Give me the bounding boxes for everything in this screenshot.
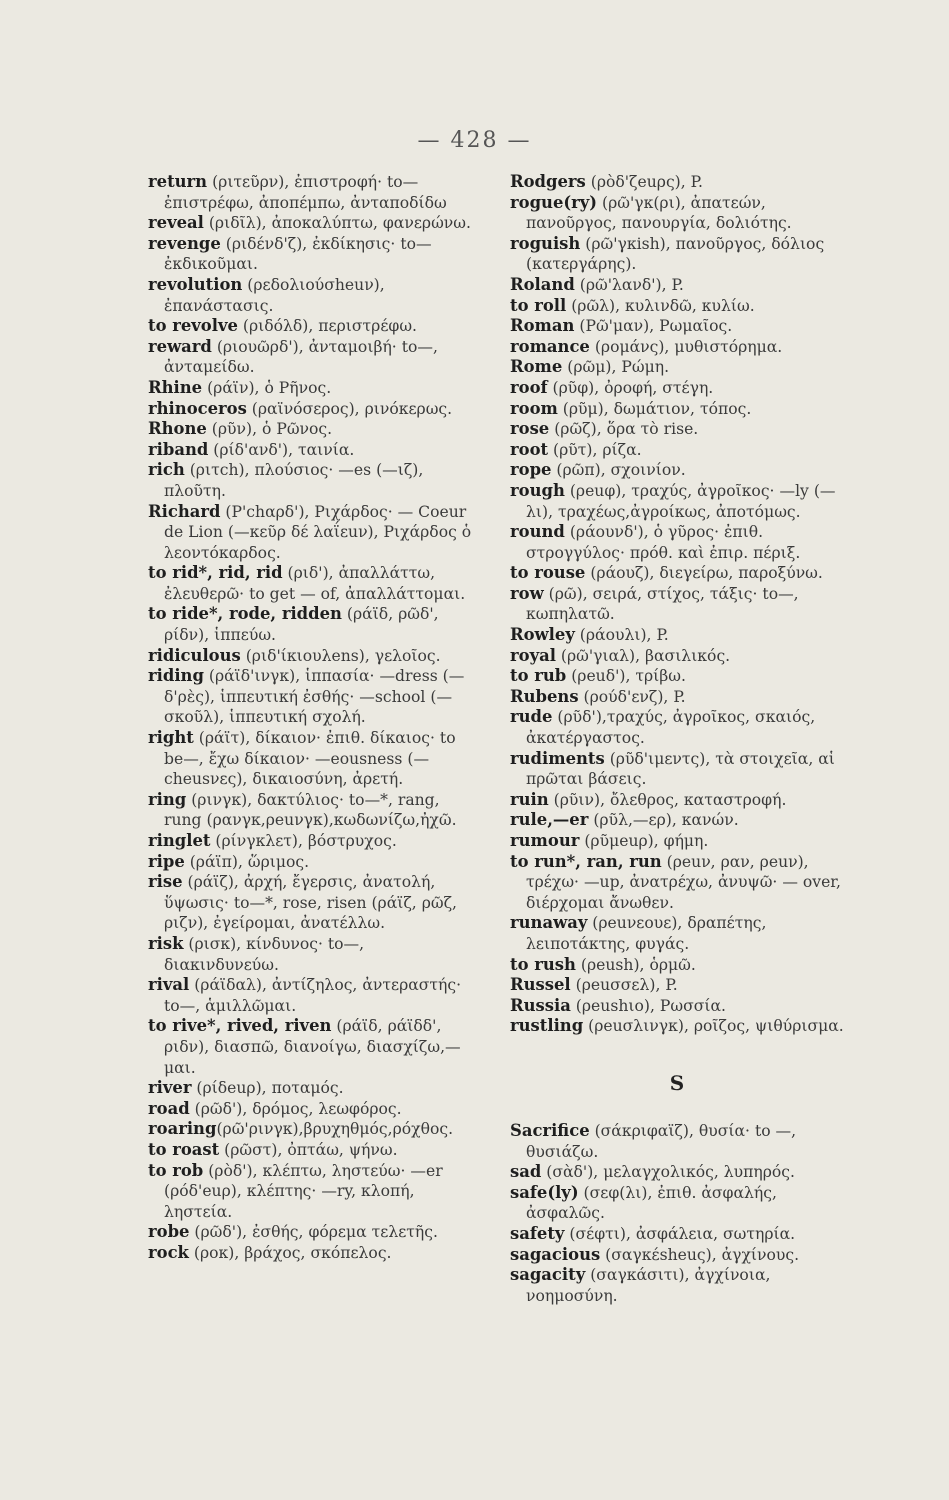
definition: (ρῦιν), ὄλεθρος, καταστροφή.	[548, 790, 787, 809]
headword: risk	[148, 933, 184, 953]
definition: (ρῦν), ὁ Ρῶνος.	[206, 420, 333, 439]
definition: (ριδῖλ), ἀποκαλύπτω, φανερώνω.	[203, 214, 471, 233]
headword: sad	[510, 1162, 542, 1182]
dictionary-entry	[148, 1161, 478, 1223]
definition: (ράϊδ'ινγκ), ἱππασία· —dress (—δ'ρὲς), ἱππευτική ἐσθής· —school (—σκοῦλ), ἱππευτική σχολή.	[164, 667, 465, 727]
definition: (ριδένδ'ζ), ἐκδίκησις· to— ἐκδικοῦμαι.	[164, 234, 432, 274]
dictionary-entry	[510, 440, 845, 461]
definition: (ράϊδ, ρῶδ', ρίδν), ἱππεύω.	[164, 605, 439, 645]
definition: (ριδ'ίκιουλens), γελοῖος.	[240, 646, 441, 665]
dictionary-entry	[510, 316, 845, 337]
definition: (ρῦτ), ρίζα.	[548, 440, 642, 459]
definition: (ρίνγκλετ), βόστρυχος.	[210, 832, 397, 850]
headword: Rome	[510, 357, 563, 377]
definition: (ριτεῦρν), ἐπιστροφή· to— ἐπιστρέφω, ἀποπέμπω, ἀνταποδίδω	[164, 173, 447, 212]
page-number: — 428 —	[417, 128, 532, 153]
headword: rose	[510, 419, 550, 439]
definition: (σαγκέsheuς), ἀγχίνους.	[600, 1245, 800, 1264]
definition: (ράϊδ, ράϊδδ', ριδν), διασπῶ, διανοίγω, διασχίζω,—μαι.	[164, 1017, 461, 1077]
definition: (σὰδ'), μελαγχολικός, λυπηρός.	[541, 1163, 795, 1182]
dictionary-entry	[510, 419, 845, 440]
definition: (ράουζ), διεγείρω, παροξύνω.	[585, 564, 823, 583]
headword: to ride*, rode, ridden	[148, 604, 342, 624]
dictionary-entry	[148, 440, 478, 461]
headword: roof	[510, 377, 548, 397]
definition: (ρομάνς), μυθιστόρημα.	[589, 337, 783, 356]
dictionary-entry	[510, 831, 845, 852]
dictionary-entry	[148, 975, 478, 1016]
definition: (Ρῶ'μαν), Ρωμαῖος.	[574, 317, 733, 336]
dictionary-entry	[510, 399, 845, 420]
dictionary-entry	[148, 502, 478, 564]
definition: (ρeuν, ραν, ρeuν), τρέχω· —up, ἀνατρέχω, ἀνυψῶ· — over, διέρχομαι ἄνωθεν.	[526, 852, 841, 912]
headword: rhinoceros	[148, 398, 247, 418]
dictionary-entry	[510, 234, 845, 275]
headword: Russel	[510, 975, 571, 995]
dictionary-entry	[148, 604, 478, 645]
headword: Rowley	[510, 625, 575, 645]
definition: (ρeuδ'), τρίβω.	[566, 667, 686, 686]
dictionary-entry	[148, 728, 478, 790]
headword: to revolve	[148, 316, 238, 336]
headword: safety	[510, 1223, 565, 1243]
headword: Sacrifice	[510, 1120, 590, 1140]
definition: (ρῦφ), ὀροφή, στέγη.	[547, 378, 714, 397]
dictionary-entry	[148, 234, 478, 275]
headword: right	[148, 728, 194, 748]
headword: rumour	[510, 831, 580, 850]
dictionary-entry	[510, 1162, 845, 1183]
dictionary-entry	[148, 1222, 478, 1243]
dictionary-entry	[148, 790, 478, 831]
definition: (ριτch), πλούσιος· —es (—ιζ), πλοῦτη.	[164, 461, 424, 500]
headword: Rodgers	[510, 172, 586, 191]
dictionary-entry	[148, 337, 478, 378]
dictionary-entry	[510, 584, 845, 625]
definition: (ρῦδ'),τραχύς, ἀγροῖκος, σκαιός, ἀκατέργαστος.	[526, 708, 816, 748]
headword: rise	[148, 872, 183, 892]
definition: (ριδόλδ), περιστρέφω.	[237, 317, 418, 336]
dictionary-entry	[148, 1119, 478, 1140]
dictionary-entry	[148, 666, 478, 728]
dictionary-entry	[510, 481, 845, 522]
definition: (ράουλι), P.	[574, 626, 669, 645]
definition: (ροκ), βράχος, σκόπελος.	[188, 1243, 392, 1262]
headword: river	[148, 1078, 192, 1098]
headword: to rid*, rid, rid	[148, 563, 283, 583]
definition: (ρeuσλινγκ), ροῖζος, ψιθύρισμα.	[583, 1017, 844, 1036]
headword: to rive*, rived, riven	[148, 1016, 332, 1036]
definition: (ρῶδ'), ἐσθής, φόρεμα τελετῆς.	[189, 1223, 438, 1242]
headword: to roast	[148, 1139, 220, 1159]
dictionary-entry	[510, 707, 845, 748]
headword: riband	[148, 439, 209, 459]
headword: Roman	[510, 316, 575, 336]
dictionary-entry	[148, 646, 478, 667]
headword: rock	[148, 1242, 189, 1262]
left-column	[148, 172, 478, 1263]
definition: (ρeuσσελ), P.	[570, 976, 678, 995]
dictionary-entry	[148, 316, 478, 337]
definition: (ράϊπ), ὥριμος.	[184, 852, 310, 871]
definition: (ρὸδ'ζeuρς), P.	[585, 173, 703, 191]
dictionary-entry	[510, 913, 845, 954]
headword: sagacious	[510, 1244, 601, 1264]
headword: revolution	[148, 274, 243, 294]
dictionary-entry	[510, 687, 845, 708]
headword: rude	[510, 707, 553, 727]
headword: to roll	[510, 295, 567, 315]
headword: return	[148, 172, 208, 191]
definition: (ρῶλ), κυλινδῶ, κυλίω.	[566, 296, 755, 315]
definition: (σάκριφαϊζ), θυσία· to —, θυσιάζω.	[526, 1121, 797, 1161]
definition: (ράϊτ), δίκαιον· ἐπιθ. δίκαιος· to be—, ἔχω δίκαιον· —eousness (—cheusνες), δικαιοσύνη, ἀρετή.	[164, 729, 456, 789]
headword: to rouse	[510, 563, 586, 583]
dictionary-entry	[510, 1121, 845, 1162]
right-column	[510, 172, 845, 1306]
headword: to run*, ran, run	[510, 851, 662, 871]
dictionary-entry	[510, 357, 845, 378]
dictionary-entry	[510, 749, 845, 790]
headword: Rhone	[148, 419, 207, 439]
definition: (ριδ'), ἀπαλλάττω, ἐλευθερῶ· to get — of, ἀπαλλάττομαι.	[164, 564, 466, 603]
headword: ring	[148, 789, 187, 809]
definition: (ρὸδ'), κλέπτω, ληστεύω· —er (ρόδ'euρ), κλέπτης· —ry, κλοπή, ληστεία.	[164, 1161, 443, 1221]
dictionary-entry	[510, 563, 845, 584]
definition: (ράϊζ), ἀρχή, ἔγερσις, ἀνατολή, ὕψωσις· to—*, rose, risen (ράϊζ, ρῶζ, ριζν), ἐγείρομαι, ἀνατέλλω.	[164, 873, 457, 933]
headword: reward	[148, 336, 212, 356]
headword: revenge	[148, 233, 221, 253]
definition: (ριουῶρδ'), ἀνταμοιβή· to—, ἀνταμείδω.	[164, 337, 438, 377]
dictionary-entry	[510, 193, 845, 234]
dictionary-entry	[148, 872, 478, 934]
headword: to rob	[148, 1160, 204, 1180]
dictionary-entry	[148, 399, 478, 420]
definition: (ρίδeuρ), ποταμός.	[191, 1079, 344, 1098]
headword: reveal	[148, 213, 204, 233]
definition: (ρῶζ), ὅρα τὸ rise.	[549, 420, 699, 439]
headword: rule,—er	[510, 810, 589, 830]
dictionary-entry	[510, 1245, 845, 1266]
definition: (ρεδολιούσheuν), ἐπανάστασις.	[164, 275, 385, 315]
dictionary-entry	[510, 296, 845, 317]
headword: ruin	[510, 789, 549, 809]
definition: (ραϊνόσερος), ρινόκερως.	[246, 399, 453, 418]
headword: rogue(ry)	[510, 192, 598, 212]
headword: sagacity	[510, 1265, 586, 1285]
definition: (ρῦμ), δωμάτιον, τόπος.	[557, 399, 752, 418]
definition: (ρινγκ), δακτύλιος· to—*, rang, rung (ρανγκ,ρeuνγκ),κωδωνίζω,ἠχῶ.	[164, 790, 457, 830]
headword: royal	[510, 645, 556, 665]
headword: rough	[510, 480, 565, 500]
headword: robe	[148, 1222, 190, 1242]
definition: (Ρ'chαρδ'), Ριχάρδος· — Coeur de Lion (—κεῦρ δέ λαΐεuν), Ριχάρδος ὁ λεοντόκαρδος.	[164, 502, 472, 562]
definition: (ρῶ'γιαλ), βασιλικός.	[555, 646, 731, 665]
definition: (ρίδ'ανδ'), ταινία.	[208, 440, 355, 459]
definition: (ρῶ'γκ(ρι), ἀπατεών, πανοῦργος, πανουργία, δολιότης.	[526, 193, 792, 233]
headword: Rhine	[148, 377, 203, 397]
definition: (ρῦμeuρ), φήμη.	[579, 832, 709, 850]
headword: to rub	[510, 666, 567, 686]
definition: (ρῶ'λανδ'), P.	[574, 275, 684, 294]
dictionary-entry	[510, 460, 845, 481]
dictionary-entry	[148, 213, 478, 234]
dictionary-entry	[148, 275, 478, 316]
headword: to rush	[510, 954, 576, 974]
right-column-s-entries	[510, 1121, 845, 1306]
headword: ripe	[148, 851, 185, 871]
headword: Russia	[510, 995, 571, 1015]
dictionary-entry	[510, 522, 845, 563]
dictionary-entry	[148, 1078, 478, 1099]
dictionary-entry	[148, 172, 478, 213]
definition: (ρῶμ), Ρώμη.	[562, 358, 670, 377]
headword: round	[510, 522, 565, 542]
dictionary-entry	[510, 996, 845, 1017]
definition: (ρῶ'γκish), πανοῦργος, δόλιος (κατεργάρης).	[526, 234, 825, 274]
dictionary-entry	[510, 852, 845, 914]
definition: (ράϊν), ὁ Ρῆνος.	[202, 378, 332, 397]
definition: (ρῦλ,—ερ), κανών.	[588, 811, 739, 830]
headword: romance	[510, 336, 590, 356]
dictionary-entry	[510, 378, 845, 399]
dictionary-entry	[510, 1183, 845, 1224]
definition: (ρeuφ), τραχύς, ἀγροῖκος· —ly (—λι), τραχέως,ἀγροίκως, ἀποτόμως.	[526, 481, 836, 521]
definition: (ρῦδ'ιμεντς), τὰ στοιχεῖα, αἱ πρῶται βάσεις.	[526, 749, 835, 789]
dictionary-entry	[510, 625, 845, 646]
definition: (ρeuνεουε), δραπέτης, λειποτάκτης, φυγάς.	[526, 914, 767, 953]
definition: (ρῶδ'), δρόμος, λεωφόρος.	[189, 1099, 402, 1118]
headword: rich	[148, 460, 185, 480]
headword: ridiculous	[148, 645, 241, 665]
definition: (ράουνδ'), ὁ γῦρος· ἐπιθ. στρογγύλος· πρόθ. καὶ ἐπιρ. πέριξ.	[526, 523, 801, 562]
headword: riding	[148, 666, 204, 686]
dictionary-entry	[510, 337, 845, 358]
definition: (ρούδ'ενζ), P.	[578, 687, 686, 706]
dictionary-entry	[510, 1265, 845, 1306]
headword: rustling	[510, 1016, 584, 1036]
dictionary-entry	[510, 975, 845, 996]
dictionary-entry	[148, 1016, 478, 1078]
dictionary-entry	[148, 852, 478, 873]
dictionary-entry	[148, 460, 478, 501]
headword: Rubens	[510, 686, 579, 706]
dictionary-entry	[510, 955, 845, 976]
headword: roguish	[510, 233, 581, 253]
dictionary-entry	[510, 1016, 845, 1037]
definition: (σαγκάσιτι), ἀγχίνοια, νοημοσύνη.	[526, 1266, 771, 1305]
definition: (ράϊδαλ), ἀντίζηλος, ἀντεραστής· to—, ἁμιλλῶμαι.	[164, 976, 462, 1015]
headword: rival	[148, 975, 190, 995]
dictionary-entry	[148, 563, 478, 604]
dictionary-entry	[510, 666, 845, 687]
definition: (ρῶ), σειρά, στίχος, τάξις· to—, κωπηλατῶ.	[526, 584, 799, 624]
headword: row	[510, 583, 544, 603]
headword: runaway	[510, 913, 588, 933]
headword: Roland	[510, 274, 575, 294]
section-letter: S	[669, 1070, 686, 1095]
definition: (ρισκ), κίνδυνος· to—, διακινδυνεύω.	[164, 934, 365, 974]
dictionary-entry	[510, 172, 845, 193]
headword: room	[510, 398, 558, 418]
dictionary-entry	[510, 646, 845, 667]
definition: (ρeush), ὁρμῶ.	[575, 955, 696, 974]
definition: (ρῶστ), ὀπτάω, ψήνω.	[219, 1140, 398, 1159]
definition: (ρῶπ), σχοινίον.	[551, 461, 686, 480]
headword: ringlet	[148, 831, 211, 850]
dictionary-entry	[148, 378, 478, 399]
dictionary-entry	[148, 1099, 478, 1120]
definition: (ρῶ'ρινγκ),βρυχηθμός,ρόχθος.	[216, 1120, 454, 1139]
dictionary-entry	[510, 790, 845, 811]
right-column-r-entries	[510, 172, 845, 1037]
dictionary-entry	[148, 419, 478, 440]
dictionary-entry	[510, 275, 845, 296]
headword: Richard	[148, 501, 221, 521]
headword: roaring	[148, 1119, 217, 1139]
headword: root	[510, 439, 549, 459]
dictionary-entry	[148, 934, 478, 975]
dictionary-entry	[510, 1224, 845, 1245]
dictionary-entry	[510, 810, 845, 831]
definition: (σέφτι), ἀσφάλεια, σωτηρία.	[564, 1224, 796, 1243]
definition: (ρeushιο), Ρωσσία.	[570, 996, 726, 1015]
dictionary-entry	[148, 831, 478, 852]
headword: road	[148, 1098, 190, 1118]
dictionary-entry	[148, 1140, 478, 1161]
headword: rope	[510, 460, 552, 480]
definition: (σεφ(λι), ἐπιθ. ἀσφαλής, ἀσφαλῶς.	[526, 1183, 777, 1223]
headword: safe(ly)	[510, 1182, 579, 1202]
headword: rudiments	[510, 748, 605, 768]
dictionary-entry	[148, 1243, 478, 1264]
